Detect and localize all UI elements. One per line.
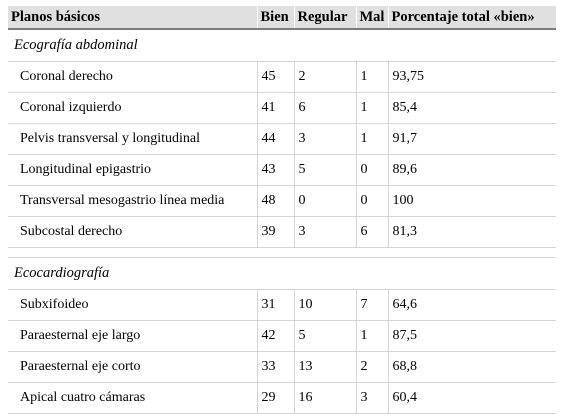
mal-cell: 1 — [356, 321, 388, 352]
regular-cell: 0 — [294, 186, 356, 217]
mal-cell: 1 — [356, 124, 388, 155]
table-header-row — [8, 6, 556, 29]
plane-name-cell: Apical cuatro cámaras — [8, 383, 257, 414]
regular-cell: 3 — [294, 217, 356, 248]
percentage-cell: 85,4 — [388, 93, 556, 124]
percentage-cell: 91,7 — [388, 124, 556, 155]
mal-cell: 1 — [356, 93, 388, 124]
results-table — [8, 6, 556, 414]
header-bien: Bien — [257, 6, 294, 29]
percentage-cell: 81,3 — [388, 217, 556, 248]
percentage-cell: 60,4 — [388, 383, 556, 414]
plane-name-cell: Subcostal derecho — [8, 217, 257, 248]
plane-name-cell: Transversal mesogastrio línea media — [8, 186, 257, 217]
header-porcentaje-total-bien: Porcentaje total «bien» — [388, 6, 556, 29]
regular-cell: 13 — [294, 352, 356, 383]
table-row — [8, 93, 556, 124]
mal-cell: 6 — [356, 217, 388, 248]
bien-cell: 44 — [257, 124, 294, 155]
mal-cell: 2 — [356, 352, 388, 383]
bien-cell: 45 — [257, 62, 294, 93]
table-row — [8, 321, 556, 352]
table-row — [8, 124, 556, 155]
bien-cell: 42 — [257, 321, 294, 352]
table-row — [8, 290, 556, 321]
header-planos-basicos: Planos básicos — [8, 6, 257, 29]
plane-name-cell: Subxifoideo — [8, 290, 257, 321]
bien-cell: 39 — [257, 217, 294, 248]
bien-cell: 33 — [257, 352, 294, 383]
regular-cell: 16 — [294, 383, 356, 414]
section-spacer — [8, 248, 556, 258]
mal-cell: 0 — [356, 155, 388, 186]
plane-name-cell: Coronal derecho — [8, 62, 257, 93]
bien-cell: 48 — [257, 186, 294, 217]
plane-name-cell: Longitudinal epigastrio — [8, 155, 257, 186]
bien-cell: 29 — [257, 383, 294, 414]
bien-cell: 43 — [257, 155, 294, 186]
regular-cell: 2 — [294, 62, 356, 93]
bien-cell: 41 — [257, 93, 294, 124]
plane-name-cell: Paraesternal eje largo — [8, 321, 257, 352]
plane-name-cell: Paraesternal eje corto — [8, 352, 257, 383]
percentage-cell: 93,75 — [388, 62, 556, 93]
regular-cell: 10 — [294, 290, 356, 321]
table-row — [8, 186, 556, 217]
mal-cell: 0 — [356, 186, 388, 217]
regular-cell: 6 — [294, 93, 356, 124]
section-row-ecografia-abdominal — [8, 29, 556, 62]
percentage-cell: 100 — [388, 186, 556, 217]
mal-cell: 1 — [356, 62, 388, 93]
percentage-cell: 68,8 — [388, 352, 556, 383]
bien-cell: 31 — [257, 290, 294, 321]
table-row — [8, 62, 556, 93]
mal-cell: 3 — [356, 383, 388, 414]
table-row — [8, 217, 556, 248]
regular-cell: 5 — [294, 321, 356, 352]
section-title: Ecografía abdominal — [8, 29, 556, 62]
table-row — [8, 352, 556, 383]
header-regular: Regular — [294, 6, 356, 29]
plane-name-cell: Pelvis transversal y longitudinal — [8, 124, 257, 155]
section-spacer-row — [8, 248, 556, 258]
percentage-cell: 64,6 — [388, 290, 556, 321]
regular-cell: 5 — [294, 155, 356, 186]
table-row — [8, 155, 556, 186]
header-mal: Mal — [356, 6, 388, 29]
section-title: Ecocardiografía — [8, 258, 556, 290]
percentage-cell: 87,5 — [388, 321, 556, 352]
plane-name-cell: Coronal izquierdo — [8, 93, 257, 124]
table-row — [8, 383, 556, 414]
mal-cell: 7 — [356, 290, 388, 321]
section-row-ecocardiografia — [8, 258, 556, 290]
regular-cell: 3 — [294, 124, 356, 155]
percentage-cell: 89,6 — [388, 155, 556, 186]
